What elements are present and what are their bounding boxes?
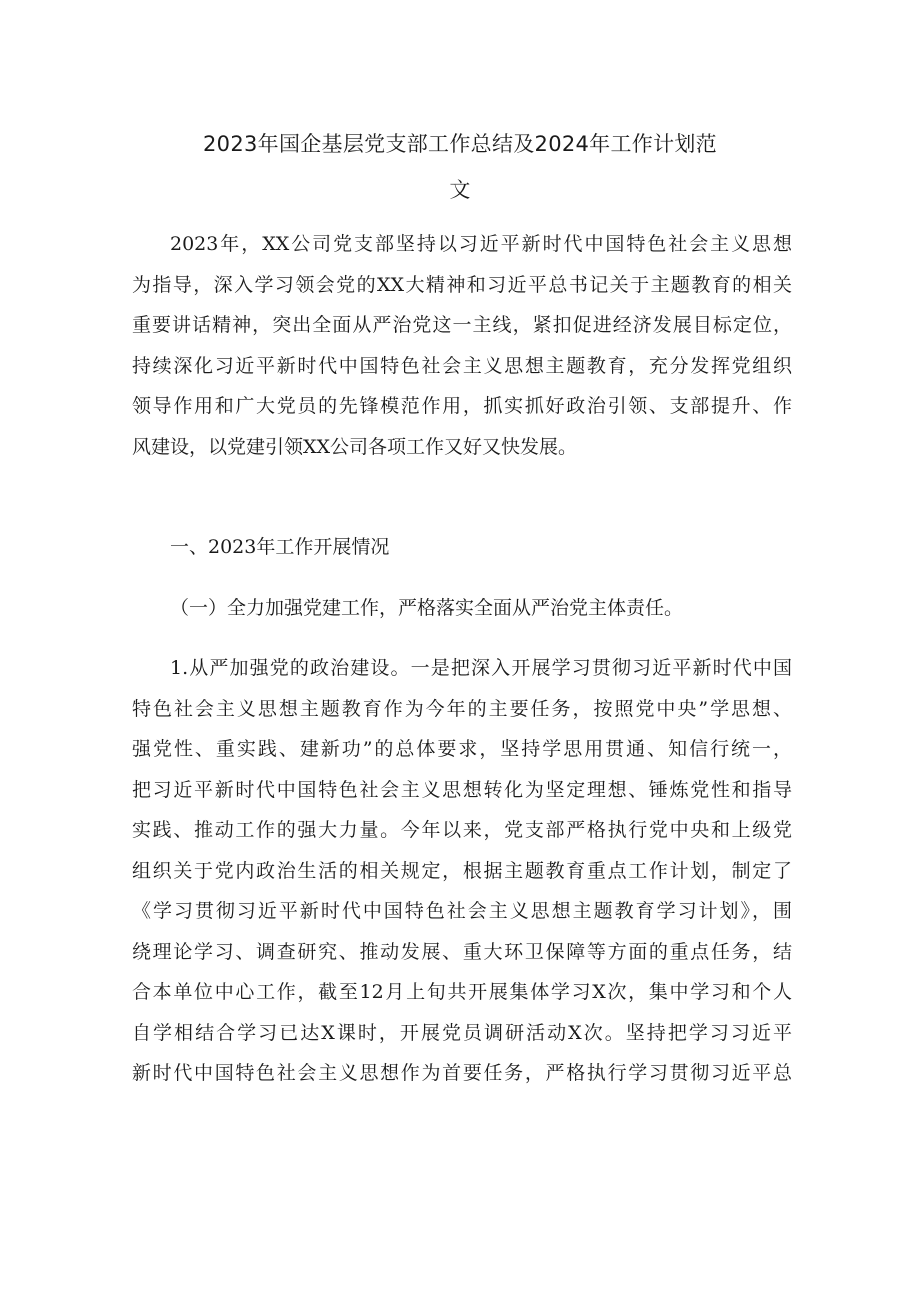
intro-line: 2023年，XX公司党支部坚持以习近平新时代中国特色社会主义思想	[170, 233, 792, 255]
item-1-line: 1.从严加强党的政治建设。一是把深入开展学习贯彻习近平新时代中国	[170, 657, 792, 679]
section-heading	[132, 527, 792, 568]
item-1-line: 合本单位中心工作，截至12月上旬共开展集体学习X次，集中学习和个人	[132, 981, 792, 1003]
item-1-line: 实践、推动工作的强大力量。今年以来，党支部严格执行党中央和上级党	[132, 819, 792, 841]
intro-paragraph	[132, 224, 792, 467]
item-1-line: 特色社会主义思想主题教育作为今年的主要任务，按照党中央”学思想、	[132, 697, 792, 720]
item-1-line: 绕理论学习、调查研究、推动发展、重大环卫保障等方面的重点任务，结	[132, 940, 792, 963]
item-1-line: 《学习贯彻习近平新时代中国特色社会主义思想主题教育学习计划》，围	[132, 900, 792, 922]
item-1-line: 新时代中国特色社会主义思想作为首要任务，严格执行学习贯彻习近平总	[132, 1062, 792, 1084]
item-1-line: 组织关于党内政治生活的相关规定，根据主题教育重点工作计划，制定了	[132, 859, 792, 882]
document-title-line-1: 2023年国企基层党支部工作总结及2024年工作计划范	[203, 132, 717, 156]
subsection-heading	[132, 588, 792, 629]
section-heading-text: 一、2023年工作开展情况	[170, 536, 390, 558]
subsection-heading-text: （一）全力加强党建工作，严格落实全面从严治党主体责任。	[170, 597, 684, 619]
intro-line: 重要讲话精神，突出全面从严治党这一主线，紧扣促进经济发展目标定位，	[132, 314, 792, 336]
intro-line: 持续深化习近平新时代中国特色社会主义思想主题教育，充分发挥党组织	[132, 354, 792, 377]
intro-line: 为指导，深入学习领会党的XX大精神和习近平总书记关于主题教育的相关	[132, 273, 792, 296]
item-1-line: 强党性、重实践、建新功”的总体要求，坚持学思用贯通、知信行统一，	[132, 738, 792, 760]
intro-line: 领导作用和广大党员的先锋模范作用，抓实抓好政治引领、支部提升、作	[132, 395, 792, 417]
item-1-line: 自学相结合学习已达X课时，开展党员调研活动X次。坚持把学习习近平	[132, 1021, 792, 1044]
intro-line: 风建设，以党建引领XX公司各项工作又好又快发展。	[132, 435, 578, 458]
item-1-paragraph	[132, 648, 792, 1094]
item-1-line: 把习近平新时代中国特色社会主义思想转化为坚定理想、锤炼党性和指导	[132, 778, 792, 801]
document-title-line-2: 文	[449, 178, 471, 202]
